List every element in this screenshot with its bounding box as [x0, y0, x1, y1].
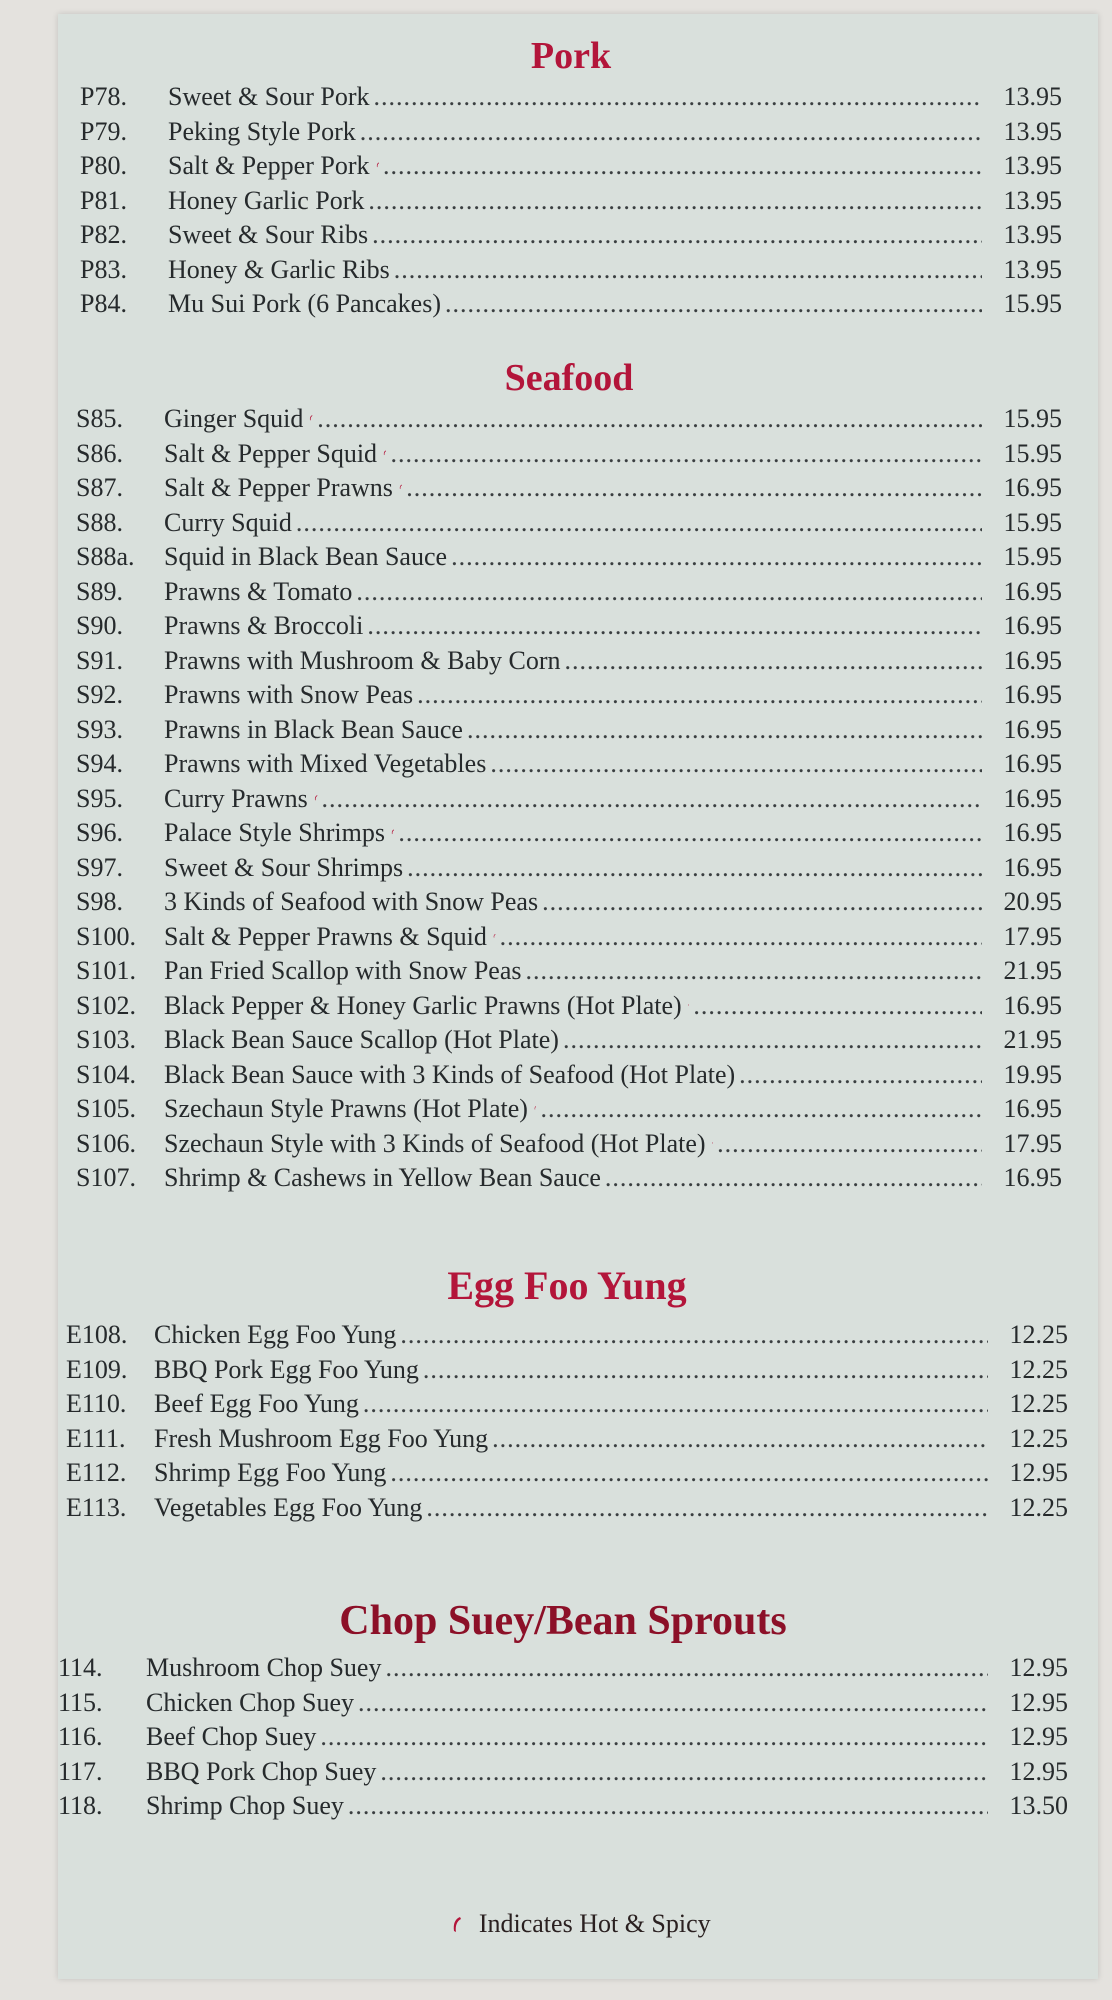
menu-item-price: 15.95 [1003, 542, 1062, 571]
dot-leader [407, 851, 982, 886]
menu-item-price: 16.95 [1003, 473, 1062, 502]
menu-item-row [66, 1387, 1068, 1422]
dot-leader [398, 816, 982, 851]
menu-item-row [76, 644, 1062, 679]
chili-pepper-icon [493, 927, 496, 945]
dot-leader [322, 782, 982, 817]
dot-leader [542, 885, 982, 920]
menu-item-code: S94. [76, 749, 123, 778]
menu-item-price: 16.95 [1003, 852, 1062, 882]
chili-pepper-icon [688, 996, 690, 1014]
menu-item-price: 12.95 [1009, 1458, 1068, 1487]
menu-item-name: Szechaun Style with 3 Kinds of Seafood (Hot Plate) [164, 1128, 706, 1158]
chili-pepper-icon [399, 478, 402, 496]
menu-item-price: 12.95 [1009, 1653, 1068, 1682]
menu-item-price: 13.95 [1003, 151, 1062, 180]
menu-item-code: 117. [58, 1756, 103, 1786]
menu-item-name: Squid in Black Bean Sauce [164, 542, 448, 571]
menu-item-row [58, 1789, 1068, 1824]
dot-leader [358, 1686, 988, 1721]
dot-leader [372, 218, 982, 253]
menu-item-row [76, 989, 1062, 1024]
dot-leader [390, 437, 982, 472]
menu-item-row [76, 920, 1062, 955]
menu-item-name: Shrimp Egg Foo Yung [154, 1458, 387, 1487]
dot-leader [423, 1353, 988, 1388]
menu-item-code: S93. [76, 714, 123, 744]
menu-item-row [58, 1720, 1068, 1755]
menu-item-code: P78. [80, 82, 127, 111]
dot-leader [390, 1456, 988, 1491]
dot-leader [356, 575, 982, 610]
dot-leader [739, 1058, 982, 1093]
chili-pepper-icon [383, 444, 386, 462]
dot-leader [563, 1023, 982, 1058]
dot-leader [368, 184, 982, 219]
menu-item-row [76, 782, 1062, 817]
dot-leader [426, 1491, 988, 1526]
menu-item-code: S92. [76, 680, 123, 709]
menu-item-price: 12.25 [1009, 1354, 1068, 1384]
menu-item-price: 16.95 [1003, 990, 1062, 1020]
menu-item-name: Honey Garlic Pork [168, 185, 365, 215]
egg-foo-yung-items [66, 1318, 1068, 1525]
spicy-legend [58, 1909, 1098, 1939]
menu-item-row [76, 747, 1062, 782]
menu-item-code: S95. [76, 783, 123, 813]
menu-item-name: Prawns with Mixed Vegetables [164, 749, 487, 778]
menu-item-price: 16.95 [1003, 714, 1062, 744]
menu-item-row [66, 1353, 1068, 1388]
menu-item-row [76, 1058, 1062, 1093]
menu-item-price: 15.95 [1003, 438, 1062, 468]
menu-item-code: S97. [76, 852, 123, 882]
menu-item-code: P81. [80, 185, 127, 215]
menu-item-code: S105. [76, 1094, 136, 1123]
menu-item-row [80, 115, 1062, 150]
menu-item-code: E110. [66, 1389, 127, 1418]
menu-item-price: 13.50 [1009, 1791, 1068, 1820]
menu-item-name: Beef Egg Foo Yung [154, 1389, 359, 1418]
dot-leader [565, 644, 983, 679]
menu-item-name: Curry Prawns [164, 783, 308, 813]
menu-item-row [76, 1023, 1062, 1058]
menu-item-row [76, 1161, 1062, 1196]
chop-suey-heading: Chop Suey/Bean Sprouts [339, 1598, 787, 1644]
menu-item-code: S85. [76, 404, 123, 433]
menu-item-name: Salt & Pepper Prawns [164, 473, 393, 502]
dot-leader [360, 115, 982, 150]
menu-item-code: S107. [76, 1163, 136, 1192]
chop-suey-items [58, 1651, 1068, 1824]
menu-item-name: Curry Squid [164, 507, 292, 537]
dot-leader [296, 506, 982, 541]
menu-item-code: P80. [80, 151, 127, 180]
menu-item-code: S101. [76, 956, 136, 985]
menu-item-price: 13.95 [1003, 116, 1062, 146]
menu-item-price: 21.95 [1003, 956, 1062, 985]
menu-item-name: Salt & Pepper Squid [164, 438, 378, 468]
menu-item-price: 16.95 [1003, 680, 1062, 709]
menu-item-code: S86. [76, 438, 123, 468]
menu-item-row [58, 1755, 1068, 1790]
menu-item-row [76, 1092, 1062, 1127]
pork-section [58, 36, 1098, 322]
menu-item-price: 15.95 [1003, 507, 1062, 537]
menu-item-price: 12.25 [1009, 1492, 1068, 1522]
dot-leader [540, 1092, 982, 1127]
menu-item-code: E111. [66, 1423, 126, 1453]
menu-item-code: S87. [76, 473, 123, 502]
menu-item-row [80, 287, 1062, 322]
chili-pepper-icon [712, 1134, 714, 1152]
menu-item-row [76, 506, 1062, 541]
menu-item-code: 116. [58, 1722, 103, 1751]
menu-item-name: Vegetables Egg Foo Yung [154, 1492, 423, 1522]
dot-leader [492, 1422, 988, 1457]
chili-pepper-icon [314, 789, 318, 807]
menu-item-name: Shrimp Chop Suey [146, 1791, 344, 1820]
dot-leader [320, 1720, 988, 1755]
menu-item-row [76, 678, 1062, 713]
menu-item-code: P82. [80, 220, 127, 249]
menu-item-name: Mushroom Chop Suey [146, 1653, 382, 1682]
menu-item-name: Prawns & Broccoli [164, 611, 364, 640]
dot-leader [400, 1318, 988, 1353]
menu-item-name: Peking Style Pork [168, 116, 356, 146]
menu-item-name: Prawns & Tomato [164, 576, 353, 606]
menu-item-price: 16.95 [1003, 611, 1062, 640]
menu-item-code: S88a. [76, 542, 135, 571]
menu-item-name: Salt & Pepper Pork [168, 151, 370, 180]
menu-item-price: 12.95 [1009, 1687, 1068, 1717]
menu-item-code: E109. [66, 1354, 128, 1384]
dot-leader [406, 471, 982, 506]
menu-item-name: Shrimp & Cashews in Yellow Bean Sauce [164, 1163, 601, 1192]
menu-item-name: Prawns with Mushroom & Baby Corn [164, 645, 561, 675]
dot-leader [490, 747, 982, 782]
chop-suey-section [58, 1598, 1098, 1824]
dot-leader [467, 713, 982, 748]
menu-item-name: Honey & Garlic Ribs [168, 254, 390, 284]
menu-item-price: 21.95 [1003, 1025, 1062, 1054]
chili-pepper-icon [376, 156, 379, 174]
menu-item-row [76, 437, 1062, 472]
menu-item-code: 115. [58, 1687, 103, 1717]
menu-item-code: S104. [76, 1059, 136, 1089]
pork-items [80, 80, 1062, 322]
menu-item-price: 16.95 [1003, 576, 1062, 606]
menu-item-row [66, 1456, 1068, 1491]
menu-item-row [76, 471, 1062, 506]
menu-item-price: 13.95 [1003, 82, 1062, 111]
menu-item-name: Black Bean Sauce Scallop (Hot Plate) [164, 1025, 559, 1054]
dot-leader [717, 1127, 982, 1162]
menu-item-row [76, 540, 1062, 575]
dot-leader [605, 1161, 982, 1196]
menu-item-name: 3 Kinds of Seafood with Snow Peas [164, 887, 539, 916]
menu-item-code: P84. [80, 289, 127, 318]
menu-item-code: S90. [76, 611, 123, 640]
menu-item-code: S89. [76, 576, 123, 606]
menu-item-name: Ginger Squid [164, 404, 304, 433]
menu-item-code: E113. [66, 1492, 127, 1522]
seafood-section [58, 358, 1098, 1196]
menu-item-name: Salt & Pepper Prawns & Squid [164, 921, 487, 951]
dot-leader [348, 1789, 988, 1824]
spicy-legend-text: Indicates Hot & Spicy [478, 1909, 711, 1938]
menu-item-price: 12.95 [1009, 1722, 1068, 1751]
menu-item-name: Black Bean Sauce with 3 Kinds of Seafood (Hot Plate) [164, 1059, 736, 1089]
menu-item-code: E112. [66, 1458, 127, 1487]
menu-item-name: Sweet & Sour Ribs [168, 220, 369, 249]
menu-item-name: Chicken Egg Foo Yung [154, 1320, 397, 1349]
menu-item-price: 13.95 [1003, 220, 1062, 249]
menu-item-code: 114. [58, 1653, 103, 1682]
menu-item-price: 12.95 [1009, 1756, 1068, 1786]
dot-leader [500, 920, 982, 955]
menu-item-price: 12.25 [1009, 1423, 1068, 1453]
menu-item-price: 16.95 [1003, 818, 1062, 847]
menu-item-name: Pan Fried Scallop with Snow Peas [164, 956, 522, 985]
menu-item-price: 17.95 [1003, 921, 1062, 951]
menu-item-row [66, 1318, 1068, 1353]
seafood-items [76, 402, 1062, 1196]
menu-item-name: Mu Sui Pork (6 Pancakes) [168, 289, 441, 318]
dot-leader [380, 1755, 988, 1790]
dot-leader [693, 989, 982, 1024]
menu-item-row [76, 1127, 1062, 1162]
menu-item-row [80, 184, 1062, 219]
menu-item-row [76, 851, 1062, 886]
menu-item-code: P83. [80, 254, 127, 284]
menu-item-code: 118. [58, 1791, 103, 1820]
menu-item-price: 20.95 [1003, 887, 1062, 916]
menu-item-name: Chicken Chop Suey [146, 1687, 354, 1717]
menu-item-row [80, 80, 1062, 115]
menu-item-name: Palace Style Shrimps [164, 818, 385, 847]
dot-leader [363, 1387, 988, 1422]
menu-item-row [76, 713, 1062, 748]
dot-leader [374, 80, 983, 115]
menu-item-code: S88. [76, 507, 123, 537]
menu-item-code: S106. [76, 1128, 136, 1158]
menu-item-name: BBQ Pork Egg Foo Yung [154, 1354, 419, 1384]
menu-item-price: 16.95 [1003, 783, 1062, 813]
menu-item-name: Szechaun Style Prawns (Hot Plate) [164, 1094, 528, 1123]
menu-item-price: 13.95 [1003, 185, 1062, 215]
menu-item-code: S100. [76, 921, 136, 951]
menu-item-row [76, 575, 1062, 610]
dot-leader [445, 287, 982, 322]
menu-item-name: Black Pepper & Honey Garlic Prawns (Hot Plate) [164, 990, 682, 1020]
chili-pepper-icon [534, 1099, 537, 1117]
egg-foo-yung-section [58, 1263, 1098, 1525]
menu-item-price: 17.95 [1003, 1128, 1062, 1158]
menu-item-row [80, 218, 1062, 253]
menu-item-row [80, 149, 1062, 184]
dot-leader [394, 253, 982, 288]
menu-item-row [76, 609, 1062, 644]
dot-leader [367, 609, 982, 644]
menu-item-code: P79. [80, 116, 127, 146]
menu-item-code: S96. [76, 818, 123, 847]
dot-leader [417, 678, 982, 713]
menu-item-code: S91. [76, 645, 123, 675]
dot-leader [317, 402, 982, 437]
menu-item-row [76, 402, 1062, 437]
dot-leader [385, 1651, 988, 1686]
menu-item-price: 12.25 [1009, 1389, 1068, 1418]
menu-item-row [76, 954, 1062, 989]
menu-item-price: 15.95 [1003, 404, 1062, 433]
menu-item-name: Sweet & Sour Shrimps [164, 852, 404, 882]
menu-item-price: 12.25 [1009, 1320, 1068, 1349]
menu-item-name: BBQ Pork Chop Suey [146, 1756, 377, 1786]
menu-item-price: 19.95 [1003, 1059, 1062, 1089]
dot-leader [383, 149, 982, 184]
menu-item-name: Prawns with Snow Peas [164, 680, 414, 709]
menu-item-row [66, 1422, 1068, 1457]
menu-item-price: 16.95 [1003, 1094, 1062, 1123]
menu-item-price: 15.95 [1003, 289, 1062, 318]
menu-item-code: S103. [76, 1025, 136, 1054]
menu-item-price: 16.95 [1003, 645, 1062, 675]
menu-item-name: Prawns in Black Bean Sauce [164, 714, 463, 744]
chili-pepper-icon [451, 1916, 462, 1934]
menu-item-code: S98. [76, 887, 123, 916]
menu-item-price: 16.95 [1003, 749, 1062, 778]
dot-leader [526, 954, 983, 989]
menu-item-row [58, 1686, 1068, 1721]
egg-foo-yung-heading: Egg Foo Yung [447, 1263, 687, 1308]
pork-heading: Pork [530, 35, 612, 77]
chili-pepper-icon [309, 409, 313, 427]
menu-item-price: 16.95 [1003, 1163, 1062, 1192]
menu-item-row [66, 1491, 1068, 1526]
menu-item-price: 13.95 [1003, 254, 1062, 284]
menu-item-code: E108. [66, 1320, 128, 1349]
menu-page [58, 14, 1098, 1979]
menu-item-name: Sweet & Sour Pork [168, 82, 370, 111]
menu-item-row [58, 1651, 1068, 1686]
seafood-heading: Seafood [504, 357, 634, 399]
menu-item-row [80, 253, 1062, 288]
menu-item-row [76, 885, 1062, 920]
menu-item-row [76, 816, 1062, 851]
menu-item-name: Beef Chop Suey [146, 1722, 317, 1751]
dot-leader [451, 540, 982, 575]
menu-item-code: S102. [76, 990, 136, 1020]
chili-pepper-icon [391, 823, 394, 841]
menu-item-name: Fresh Mushroom Egg Foo Yung [154, 1423, 489, 1453]
